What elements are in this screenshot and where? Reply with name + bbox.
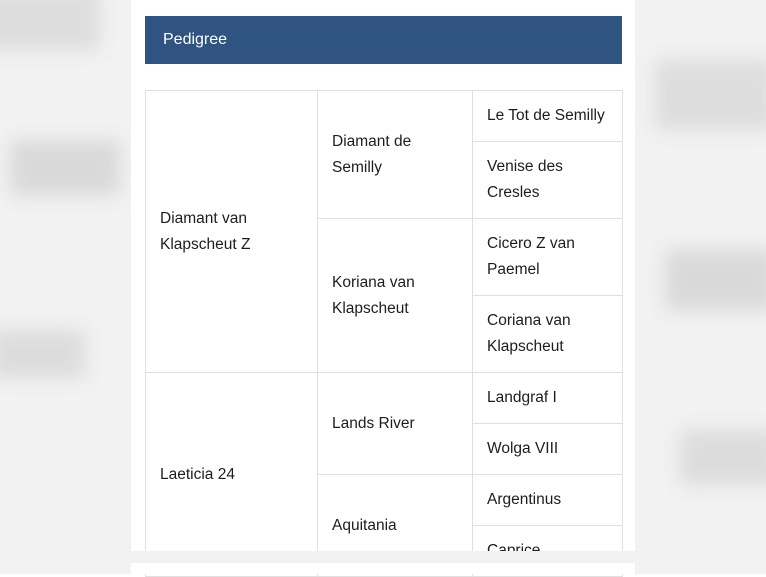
sire-sire-dam-cell: Venise des Cresles [473, 142, 623, 219]
pedigree-card-inner [145, 16, 622, 577]
dam-name-cell: Laeticia 24 [146, 373, 318, 577]
sire-sire-name-cell: Diamant de Semilly [318, 91, 473, 219]
dam-dam-sire-cell: Argentinus [473, 475, 623, 526]
table-row [146, 373, 623, 424]
dam-sire-sire-cell: Landgraf I [473, 373, 623, 424]
next-card-top [131, 563, 635, 574]
table-row [146, 91, 623, 142]
pedigree-panel-header [145, 16, 622, 64]
sire-sire-sire-cell: Le Tot de Semilly [473, 91, 623, 142]
pedigree-card [131, 0, 635, 551]
pedigree-table [145, 90, 623, 577]
sire-dam-dam-cell: Coriana van Klapscheut [473, 296, 623, 373]
panel-title: Pedigree [163, 31, 228, 48]
blurred-background-block [655, 60, 766, 130]
blurred-background-block [680, 430, 766, 485]
blurred-background-block [0, 0, 100, 50]
dam-sire-dam-cell: Wolga VIII [473, 424, 623, 475]
sire-name-cell: Diamant van Klapscheut Z [146, 91, 318, 373]
blurred-background-block [10, 140, 120, 195]
sire-dam-name-cell: Koriana van Klapscheut [318, 219, 473, 373]
dam-sire-name-cell: Lands River [318, 373, 473, 475]
blurred-background-block [0, 330, 85, 378]
blurred-background-block [665, 250, 766, 310]
dam-dam-name-cell: Aquitania [318, 475, 473, 577]
card-bottom-gap [131, 551, 635, 563]
sire-dam-sire-cell: Cicero Z van Paemel [473, 219, 623, 296]
